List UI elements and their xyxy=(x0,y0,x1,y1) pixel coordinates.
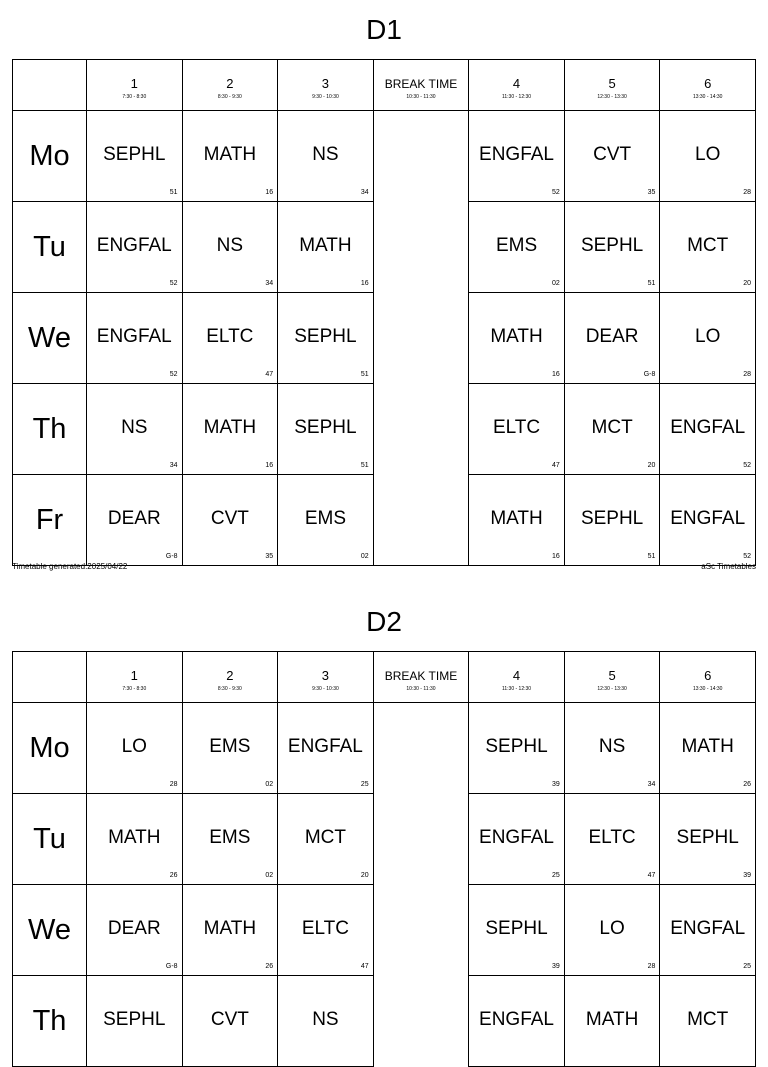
lesson-room: 47 xyxy=(552,462,560,469)
lesson-room: 39 xyxy=(552,963,560,970)
lesson-cell xyxy=(182,202,278,293)
day-row xyxy=(13,111,756,202)
period-label: 6 xyxy=(704,668,712,683)
period-time: 10:30 - 11:30 xyxy=(406,686,436,692)
period-header xyxy=(469,652,565,703)
day-row xyxy=(13,384,756,475)
lesson-room: 16 xyxy=(265,189,274,196)
period-time: 8:30 - 9:30 xyxy=(217,94,242,100)
lesson-room: 52 xyxy=(743,553,751,560)
lesson-room: 52 xyxy=(169,371,178,378)
lesson-subject: SEPHL xyxy=(294,417,357,438)
lesson-cell xyxy=(87,703,183,794)
lesson-room: 47 xyxy=(265,371,274,378)
lesson-subject: SEPHL xyxy=(103,1009,166,1030)
lesson-cell xyxy=(278,111,374,202)
day-label: Tu xyxy=(13,794,87,885)
lesson-room: 47 xyxy=(360,963,369,970)
period-time: 8:30 - 9:30 xyxy=(217,686,242,692)
period-time: 12:30 - 13:30 xyxy=(597,686,627,692)
break-label: BREAK TIME xyxy=(384,77,458,91)
lesson-room: 51 xyxy=(360,462,369,469)
lesson-subject: MATH xyxy=(585,1009,639,1030)
lesson-subject: SEPHL xyxy=(485,918,548,939)
period-time: 11:30 - 12:30 xyxy=(501,686,532,692)
lesson-room: 16 xyxy=(360,280,369,287)
lesson-room: G-8 xyxy=(165,963,178,970)
day-row xyxy=(13,703,756,794)
period-time: 7:30 - 8:30 xyxy=(122,686,147,692)
break-header xyxy=(373,60,469,111)
lesson-room: 35 xyxy=(265,553,274,560)
generator-credit: aSc Timetables xyxy=(701,562,756,571)
period-label: 5 xyxy=(608,668,616,683)
lesson-subject: SEPHL xyxy=(580,508,644,529)
lesson-cell xyxy=(660,111,756,202)
lesson-cell xyxy=(564,202,660,293)
period-header xyxy=(182,652,278,703)
break-cell xyxy=(373,885,469,976)
lesson-cell xyxy=(87,293,183,384)
lesson-cell xyxy=(182,111,278,202)
lesson-subject: ENGFAL xyxy=(479,1009,555,1030)
lesson-room: 16 xyxy=(552,553,560,560)
period-header xyxy=(87,652,183,703)
period-label: 4 xyxy=(512,668,521,683)
lesson-room: 25 xyxy=(743,963,751,970)
lesson-cell xyxy=(660,703,756,794)
lesson-subject: CVT xyxy=(210,508,249,529)
lesson-cell xyxy=(469,293,565,384)
day-label: We xyxy=(13,293,87,384)
lesson-room: 52 xyxy=(743,462,751,469)
lesson-room: 34 xyxy=(360,189,369,196)
lesson-cell xyxy=(469,976,565,1067)
day-label: Th xyxy=(13,976,87,1067)
lesson-room: 52 xyxy=(169,280,178,287)
day-label: Fr xyxy=(13,475,87,566)
lesson-cell xyxy=(469,885,565,976)
lesson-room: 28 xyxy=(169,781,178,788)
lesson-subject: NS xyxy=(598,736,626,757)
lesson-subject: SEPHL xyxy=(485,736,548,757)
lesson-subject: NS xyxy=(312,144,339,165)
lesson-cell xyxy=(660,885,756,976)
period-time: 13:30 - 14:30 xyxy=(692,686,723,692)
period-label: 2 xyxy=(226,668,234,683)
day-label: We xyxy=(13,885,87,976)
lesson-subject: MATH xyxy=(490,508,543,529)
timetable-grid xyxy=(12,651,756,1067)
period-time: 10:30 - 11:30 xyxy=(406,94,436,100)
day-label: Mo xyxy=(13,111,87,202)
lesson-subject: ENGFAL xyxy=(479,827,555,848)
day-label: Mo xyxy=(13,703,87,794)
lesson-room: 26 xyxy=(169,872,178,879)
lesson-subject: ELTC xyxy=(301,918,349,939)
lesson-subject: CVT xyxy=(210,1009,249,1030)
break-cell xyxy=(373,794,469,885)
lesson-subject: ENGFAL xyxy=(287,736,363,757)
lesson-cell xyxy=(278,703,374,794)
lesson-cell xyxy=(660,976,756,1067)
lesson-cell xyxy=(278,976,374,1067)
period-header xyxy=(87,60,183,111)
lesson-cell xyxy=(182,293,278,384)
lesson-cell xyxy=(469,111,565,202)
lesson-cell xyxy=(660,384,756,475)
lesson-room: 20 xyxy=(360,872,369,879)
lesson-room: 02 xyxy=(265,872,274,879)
lesson-cell xyxy=(660,475,756,566)
lesson-cell xyxy=(469,384,565,475)
break-header xyxy=(373,652,469,703)
period-time: 11:30 - 12:30 xyxy=(501,94,532,100)
corner-cell xyxy=(13,60,87,111)
lesson-cell xyxy=(278,794,374,885)
lesson-room: 51 xyxy=(647,280,656,287)
lesson-subject: LO xyxy=(121,736,147,757)
lesson-subject: MATH xyxy=(490,326,543,347)
period-label: 6 xyxy=(704,76,712,91)
lesson-subject: ENGFAL xyxy=(670,918,746,939)
lesson-subject: ENGFAL xyxy=(670,508,746,529)
lesson-room: 16 xyxy=(265,462,274,469)
lesson-subject: ELTC xyxy=(492,417,541,438)
lesson-room: G-8 xyxy=(165,553,178,560)
generated-date: Timetable generated:2025/04/22 xyxy=(12,562,128,571)
period-header xyxy=(469,60,565,111)
lesson-cell xyxy=(182,475,278,566)
lesson-cell xyxy=(564,976,660,1067)
lesson-cell xyxy=(278,475,374,566)
lesson-subject: MATH xyxy=(299,235,352,256)
lesson-subject: EMS xyxy=(495,235,538,256)
period-time: 7:30 - 8:30 xyxy=(122,94,147,100)
lesson-subject: DEAR xyxy=(585,326,639,347)
lesson-subject: MCT xyxy=(591,417,633,438)
timetable-title: D1 xyxy=(366,14,402,45)
lesson-subject: MATH xyxy=(108,827,161,848)
lesson-room: 28 xyxy=(647,963,656,970)
lesson-cell xyxy=(87,202,183,293)
lesson-cell xyxy=(87,976,183,1067)
period-time: 13:30 - 14:30 xyxy=(692,94,723,100)
corner-cell xyxy=(13,652,87,703)
lesson-room: 39 xyxy=(743,872,751,879)
lesson-cell xyxy=(660,202,756,293)
lesson-subject: MCT xyxy=(687,1009,729,1030)
lesson-room: 34 xyxy=(169,462,178,469)
period-time: 12:30 - 13:30 xyxy=(597,94,627,100)
lesson-subject: MATH xyxy=(203,918,257,939)
lesson-room: 28 xyxy=(743,371,751,378)
timetable-title: D2 xyxy=(366,606,402,637)
lesson-room: 51 xyxy=(647,553,656,560)
lesson-subject: ELTC xyxy=(206,326,254,347)
lesson-cell xyxy=(564,794,660,885)
lesson-subject: ENGFAL xyxy=(670,417,746,438)
break-cell xyxy=(373,384,469,475)
lesson-cell xyxy=(182,703,278,794)
lesson-cell xyxy=(564,475,660,566)
lesson-cell xyxy=(564,885,660,976)
lesson-subject: NS xyxy=(312,1009,339,1030)
lesson-room: 16 xyxy=(552,371,560,378)
lesson-subject: SEPHL xyxy=(294,326,357,347)
lesson-room: 51 xyxy=(360,371,369,378)
period-header xyxy=(278,60,374,111)
lesson-room: 35 xyxy=(647,189,656,196)
timetable-grid xyxy=(12,59,756,566)
lesson-cell xyxy=(87,384,183,475)
lesson-room: G-8 xyxy=(643,371,656,378)
lesson-room: 02 xyxy=(552,280,560,287)
period-header xyxy=(660,60,756,111)
lesson-cell xyxy=(182,384,278,475)
lesson-cell xyxy=(182,885,278,976)
period-label: 5 xyxy=(608,76,616,91)
break-cell xyxy=(373,475,469,566)
lesson-room: 26 xyxy=(743,781,751,788)
day-label: Tu xyxy=(13,202,87,293)
break-cell xyxy=(373,111,469,202)
lesson-cell xyxy=(182,794,278,885)
period-label: 3 xyxy=(321,668,330,683)
lesson-cell xyxy=(278,293,374,384)
break-cell xyxy=(373,703,469,794)
lesson-room: 20 xyxy=(743,280,751,287)
lesson-cell xyxy=(87,794,183,885)
period-header xyxy=(182,60,278,111)
period-label: 2 xyxy=(226,76,234,91)
lesson-cell xyxy=(278,384,374,475)
lesson-subject: MCT xyxy=(687,235,729,256)
day-label: Th xyxy=(13,384,87,475)
lesson-cell xyxy=(87,111,183,202)
lesson-room: 51 xyxy=(169,189,178,196)
lesson-subject: SEPHL xyxy=(676,827,739,848)
day-row xyxy=(13,293,756,384)
lesson-cell xyxy=(564,293,660,384)
lesson-cell xyxy=(469,475,565,566)
lesson-subject: NS xyxy=(216,235,244,256)
day-row xyxy=(13,202,756,293)
period-label: 1 xyxy=(130,76,138,91)
lesson-subject: DEAR xyxy=(107,508,161,529)
lesson-room: 34 xyxy=(265,280,274,287)
break-cell xyxy=(373,976,469,1067)
lesson-subject: ENGFAL xyxy=(479,144,555,165)
break-label: BREAK TIME xyxy=(384,669,458,683)
lesson-cell xyxy=(87,475,183,566)
lesson-cell xyxy=(182,976,278,1067)
lesson-cell xyxy=(469,794,565,885)
lesson-subject: MATH xyxy=(203,417,257,438)
lesson-room: 47 xyxy=(647,872,656,879)
lesson-subject: SEPHL xyxy=(103,144,166,165)
period-header xyxy=(564,60,660,111)
lesson-subject: CVT xyxy=(593,144,632,165)
lesson-room: 20 xyxy=(647,462,656,469)
period-time: 9:30 - 10:30 xyxy=(312,94,339,100)
lesson-subject: DEAR xyxy=(107,918,161,939)
lesson-cell xyxy=(469,202,565,293)
break-cell xyxy=(373,202,469,293)
lesson-subject: EMS xyxy=(304,508,346,529)
lesson-cell xyxy=(564,384,660,475)
period-header-row xyxy=(13,60,756,111)
lesson-subject: MATH xyxy=(681,736,734,757)
lesson-subject: NS xyxy=(121,417,148,438)
lesson-cell xyxy=(278,885,374,976)
lesson-cell xyxy=(564,111,660,202)
day-row xyxy=(13,885,756,976)
lesson-room: 26 xyxy=(265,963,274,970)
period-header xyxy=(564,652,660,703)
day-row xyxy=(13,976,756,1067)
period-label: 1 xyxy=(130,668,138,683)
period-header xyxy=(278,652,374,703)
day-row xyxy=(13,475,756,566)
period-header-row xyxy=(13,652,756,703)
lesson-subject: SEPHL xyxy=(580,235,644,256)
day-row xyxy=(13,794,756,885)
lesson-subject: LO xyxy=(695,326,721,347)
lesson-subject: EMS xyxy=(209,736,251,757)
period-header xyxy=(660,652,756,703)
period-label: 3 xyxy=(321,76,330,91)
lesson-subject: ENGFAL xyxy=(96,235,172,256)
lesson-cell xyxy=(564,703,660,794)
lesson-room: 39 xyxy=(552,781,560,788)
lesson-room: 34 xyxy=(647,781,656,788)
lesson-room: 02 xyxy=(265,781,274,788)
lesson-cell xyxy=(660,293,756,384)
break-cell xyxy=(373,293,469,384)
period-time: 9:30 - 10:30 xyxy=(312,686,339,692)
lesson-room: 25 xyxy=(552,872,560,879)
lesson-room: 28 xyxy=(743,189,751,196)
lesson-subject: EMS xyxy=(209,827,251,848)
lesson-subject: ELTC xyxy=(588,827,636,848)
lesson-subject: MCT xyxy=(304,827,346,848)
lesson-room: 52 xyxy=(552,189,560,196)
period-label: 4 xyxy=(512,76,521,91)
lesson-cell xyxy=(660,794,756,885)
lesson-room: 25 xyxy=(360,781,369,788)
lesson-subject: LO xyxy=(599,918,625,939)
lesson-cell xyxy=(87,885,183,976)
lesson-cell xyxy=(278,202,374,293)
lesson-subject: MATH xyxy=(203,144,257,165)
lesson-subject: LO xyxy=(695,144,721,165)
lesson-room: 02 xyxy=(360,553,369,560)
lesson-subject: ENGFAL xyxy=(96,326,172,347)
lesson-cell xyxy=(469,703,565,794)
